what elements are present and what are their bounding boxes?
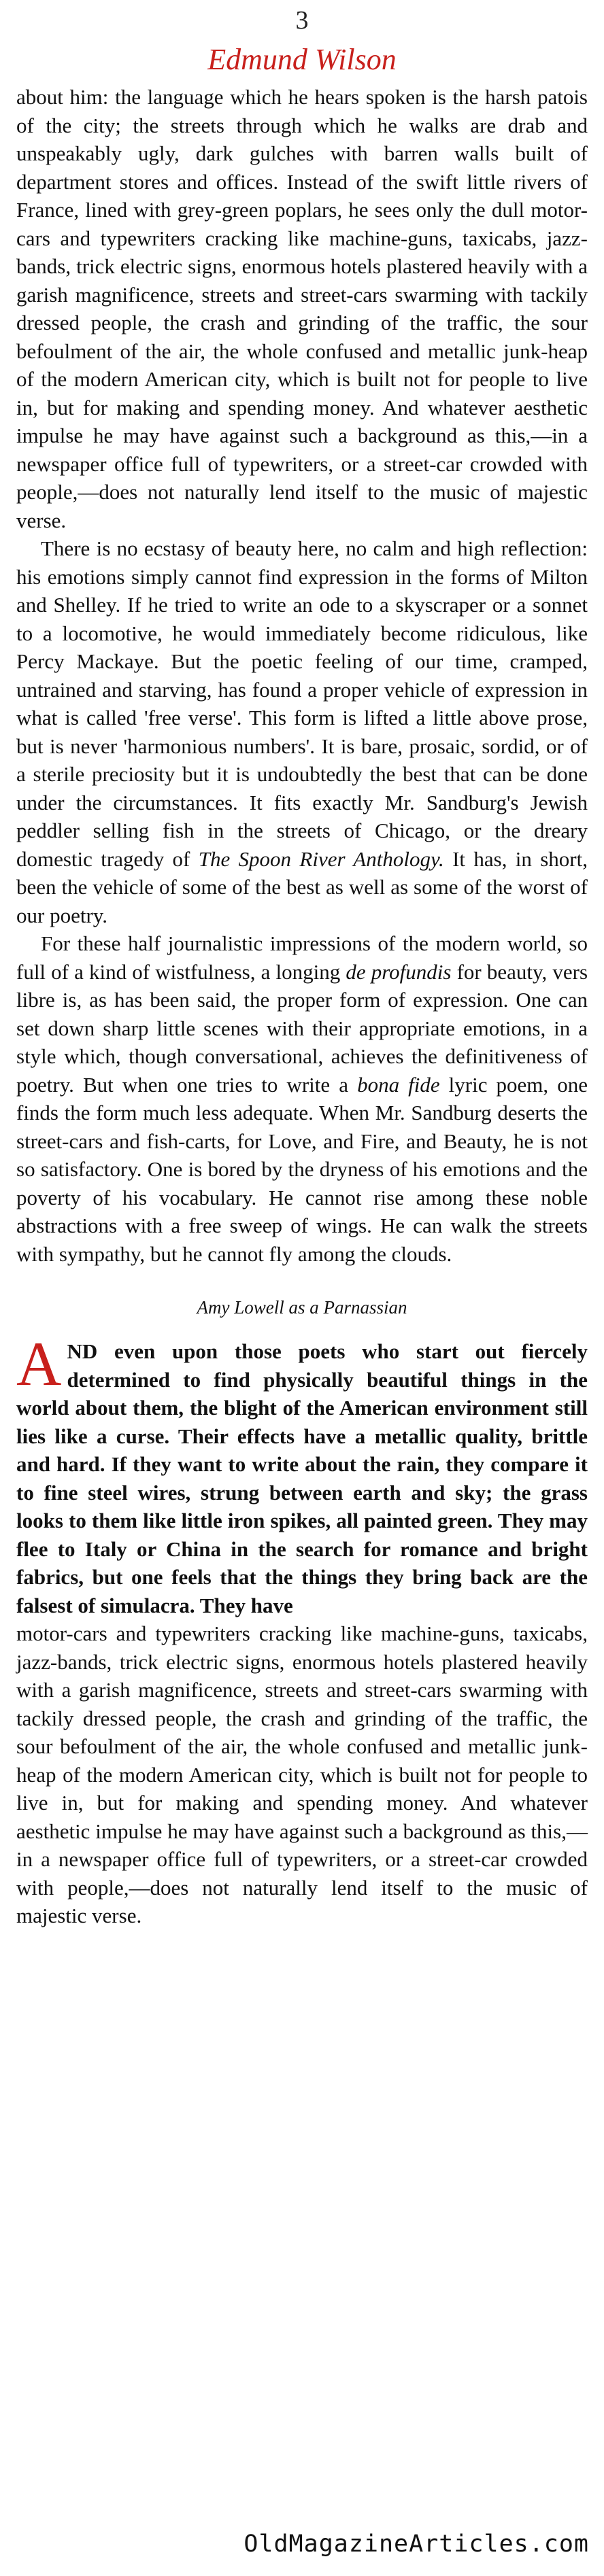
article-paragraph-3 — [16, 929, 588, 1268]
lede-paragraph — [16, 1329, 588, 1619]
paragraph-2-text: There is no ecstasy of beauty here, no calm and high reflection: his emotions simply cannot find expression in the forms of Milton and Shelley. If he tried to write an ode to a skyscraper or a sonnet to a locomotive, he would immediately become ridiculous, like Percy Mackaye. But the poetic feeling of our time, cramped, untrained and starving, has found a proper vehicle of expression in what is called 'free verse'. This form is lifted a little above prose, but is never 'harmonious numbers'. It is bare, prosaic, sordid, or of a sterile preciosity but it is undoubtedly the best that can be done under the circumstances. It fits exactly Mr. Sandburg's Jewish peddler selling fish in the streets of Chicago, or the dreary domestic tragedy of — [16, 536, 588, 871]
author-name: Edmund Wilson — [207, 43, 397, 76]
section-heading: Amy Lowell as a Parnassian — [197, 1297, 407, 1318]
article-paragraph-1: about him: the language which he hears spoken is the harsh patois of the city; the streets through which he walks are drab and unspeakably ugly, dark gulches with barren walls built of department stores and offices. Instead of the swift little rivers of France, lined with grey-green poplars, he sees only the dull motor-cars and typewriters cracking like machine-guns, taxicabs, jazz-bands, trick electric signs, enormous hotels plastered heavily with a garish magnificence, streets and street-cars swarming with tackily dressed people, the crash and grinding of the traffic, the sour befoulment of the air, the whole confused and metallic junk-heap of the modern American city, which is built not for people to live in, but for making and spending money. And whatever aesthetic impulse he may have against such a background as this,—in a newspaper office full of typewriters, or a street-car crowded with people,—does not naturally lend itself to the music of majestic verse. — [16, 85, 588, 532]
bona-fide-phrase: bona fide — [357, 1072, 440, 1097]
spoon-river-title: The Spoon River Anthology. — [198, 846, 444, 871]
article-paragraph-5: motor-cars and typewriters cracking like machine-guns, taxicabs, jazz-bands, trick electric signs, enormous hotels plastered heavily with a garish magnificence, streets and street-cars swarming with tackily dressed people, the crash and grinding of the traffic, the sour befoulment of the air, the whole confused and metallic junk-heap of the modern American city, which is built not for people to live in, but for making and spending money. And whatever aesthetic impulse he may have against such a background as this,—in a newspaper office full of typewriters, or a street-car crowded with people,—does not naturally lend itself to the music of majestic verse. — [16, 1621, 588, 1927]
paragraph-3-text-c: lyric poem, one finds the form much less adequate. When Mr. Sandburg deserts the street-cars and fish-carts, for Love, and Fire, and Beauty, he is not so satisfactory. One is bored by the dryness of his emotions and the poverty of his vocabulary. He cannot rise among these noble abstractions with a free sweep of wings. He can walk the streets with sympathy, but he cannot fly among the clouds. — [16, 1072, 588, 1266]
paragraph-3-text-b: for beauty, vers libre is, as has been said, the proper form of expression. One can set down sharp little scenes with their appropriate emotions, in a style which, though conversational, achieves the definitiveness of poetry. But when one tries to write a — [16, 959, 588, 1097]
paragraph-3-text-a: For these half journalistic impressions of the modern world, so full of a kind of wistfulness, a longing — [16, 931, 588, 984]
lede-caps: ND — [67, 1339, 98, 1363]
paragraph-2-end: It has, in short, been the vehicle of some of the best as well as some of the worst of our poetry. — [16, 846, 588, 927]
drop-cap-letter: A — [16, 1329, 62, 1398]
lede-text: even upon those poets who start out fiercely determined to find physically beautiful things in the world about them, the blight of the American environment still lies like a curse. Their effects have a metallic quality, brittle and hard. If they want to write about the rain, they compare it to fine steel wires, strung between earth and sky; the grass looks to them like little iron spikes, all painted green. They may flee to Italy or China in the search for romance and bright fabrics, but one feels that the things they bring back are the falsest of simulacra. They have — [16, 1339, 588, 1617]
article-column — [16, 83, 588, 1930]
page-number: 3 — [295, 6, 309, 35]
source-credit: OldMagazineArticles.com — [244, 2530, 589, 2558]
article-paragraph-2 — [16, 534, 588, 929]
de-profundis-phrase: de profundis — [346, 959, 452, 984]
